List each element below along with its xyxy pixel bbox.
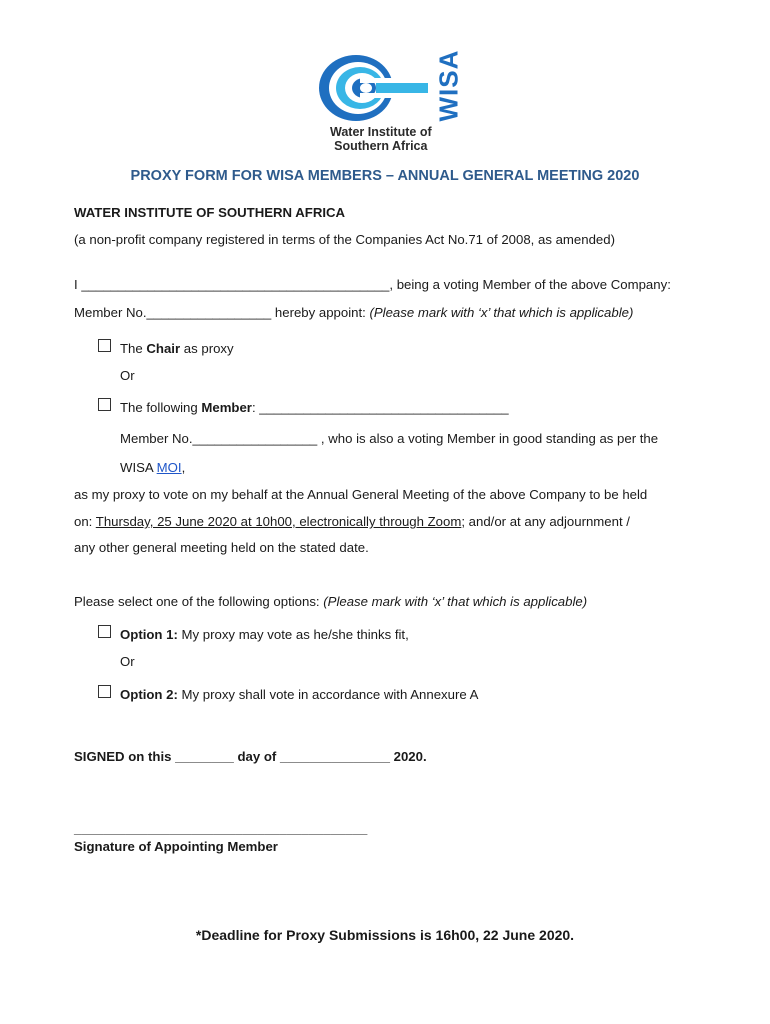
company-name: WATER INSTITUTE OF SOUTHERN AFRICA bbox=[74, 205, 346, 220]
deadline-note: *Deadline for Proxy Submissions is 16h00, 22 June 2020. bbox=[195, 927, 575, 943]
member-prefix: The following bbox=[120, 400, 202, 415]
logo-subtitle-line2: Southern Africa bbox=[334, 139, 428, 153]
option-1-label bbox=[120, 626, 409, 644]
chair-suffix: as proxy bbox=[180, 341, 234, 356]
chair-checkbox[interactable] bbox=[98, 339, 111, 352]
option-2-title: Option 2: bbox=[120, 687, 178, 702]
option-1-checkbox[interactable] bbox=[98, 625, 111, 638]
meeting-date-detail: Thursday, 25 June 2020 at 10h00, electronically through Zoom bbox=[95, 514, 462, 529]
member-suffix: : __________________________________ bbox=[251, 400, 509, 415]
options-prompt-text: Please select one of the following options: bbox=[74, 594, 324, 609]
member-checkbox[interactable] bbox=[98, 398, 111, 411]
chair-option-label bbox=[120, 340, 234, 358]
vote-line-1: as my proxy to vote on my behalf at the Annual General Meeting of the above Company to be held bbox=[74, 487, 648, 502]
options-prompt bbox=[74, 593, 587, 611]
mark-instruction: (Please mark with ‘x’ that which is applicable) bbox=[369, 305, 634, 320]
appointer-line: I __________________________________________, being a voting Member of the above Company: bbox=[74, 277, 671, 292]
signature-rule: ________________________________________ bbox=[74, 821, 368, 836]
or-separator-2: Or bbox=[120, 654, 135, 669]
option-2-checkbox[interactable] bbox=[98, 685, 111, 698]
member-number-line bbox=[74, 304, 633, 322]
signature-label: Signature of Appointing Member bbox=[74, 839, 278, 854]
wisa-suffix: , bbox=[181, 460, 186, 475]
option-2-text: My proxy shall vote in accordance with Annexure A bbox=[177, 687, 479, 702]
vote-line-2-suffix: ; and/or at any adjournment / bbox=[461, 514, 630, 529]
logo-word: WISA bbox=[433, 49, 464, 122]
chair-bold: Chair bbox=[146, 341, 181, 356]
chair-prefix: The bbox=[120, 341, 147, 356]
options-instruction: (Please mark with ‘x’ that which is applicable) bbox=[323, 594, 588, 609]
logo-subtitle bbox=[330, 125, 432, 153]
wisa-prefix: WISA bbox=[120, 460, 157, 475]
logo-subtitle-line1: Water Institute of bbox=[330, 125, 432, 139]
member-number-text: Member No._________________ hereby appoint: bbox=[74, 305, 370, 320]
option-2-label bbox=[120, 686, 478, 704]
company-registration: (a non-profit company registered in terms of the Companies Act No.71 of 2008, as amended) bbox=[74, 232, 615, 247]
proxy-member-number-line: Member No._________________ , who is also a voting Member in good standing as per the bbox=[120, 431, 659, 446]
option-1-title: Option 1: bbox=[120, 627, 178, 642]
member-option-label bbox=[120, 399, 509, 417]
vote-line-3: any other general meeting held on the stated date. bbox=[74, 540, 369, 555]
option-1-text: My proxy may vote as he/she thinks fit, bbox=[177, 627, 409, 642]
vote-line-2-prefix: on: bbox=[74, 514, 96, 529]
or-separator-1: Or bbox=[120, 368, 135, 383]
member-bold: Member bbox=[201, 400, 252, 415]
moi-link[interactable]: MOI bbox=[156, 460, 182, 475]
wisa-moi-line bbox=[120, 459, 185, 477]
signed-date-line: SIGNED on this ________ day of _______________ 2020. bbox=[74, 749, 427, 764]
form-title: PROXY FORM FOR WISA MEMBERS – ANNUAL GENERAL MEETING 2020 bbox=[130, 168, 640, 184]
vote-line-2 bbox=[74, 513, 630, 531]
